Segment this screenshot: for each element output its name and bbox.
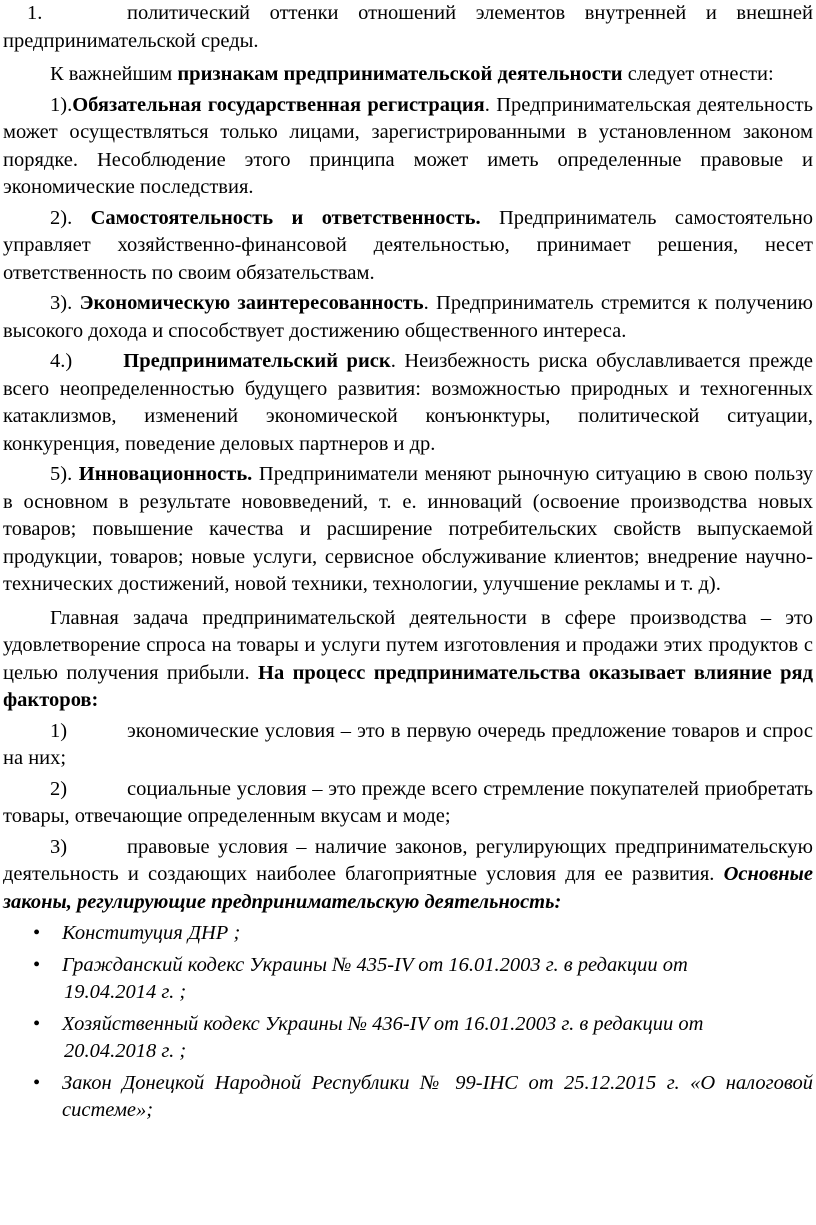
list-item: • Закон Донецкой Народной Республики № 99-IHC от 25.12.2015 г. «О налоговой системе»; bbox=[33, 1071, 813, 1121]
laws-list bbox=[3, 920, 813, 1125]
signs-heading: К важнейшим признакам предпринимательской деятельности следует отнести: bbox=[50, 63, 774, 85]
sign-title: Экономическую заинтересованность bbox=[79, 292, 424, 314]
bullet-icon: • bbox=[33, 1071, 41, 1094]
sign-item: 5). Инновационность. Предприниматели меняют рыночную ситуацию в свою пользу в основном в результате нововведений, т. е. инноваций (освоение производства новых товаров; повышение качества и расширение потребительских свойств выпускаемой продукции, товаров; новые услуги, сервисное обслуживание клиентов; внедрение научно-технических достижений, новой техники, технологии, улучшение рекламы и т. д). bbox=[3, 463, 814, 595]
sign-title: Самостоятельность и ответственность. bbox=[90, 206, 481, 229]
sign-item: 4.) Предпринимательский риск. Неизбежность риска обуславливается прежде всего неопределенностью будущего развития: возможностью природных и техногенных катаклизмов, изменений экономической конъюнктуры, политической ситуации, конкуренция, поведение деловых партнеров и др. bbox=[3, 350, 813, 455]
factor-item: 1) экономические условия – это в первую очередь предложение товаров и спрос на них; bbox=[3, 719, 813, 769]
list-item: • Гражданский кодекс Украины № 435-IV от 16.01.2003 г. в редакции от 19.04.2014 г. ; bbox=[33, 953, 688, 1003]
sign-item: 2). Самостоятельность и ответственность. Предприниматель самостоятельно управляет хозяйственно-финансовой деятельностью, принимает решения, несет ответственность по своим обязательствам. bbox=[3, 206, 814, 284]
list-item: • Конституция ДНР ; bbox=[3, 920, 813, 948]
intro-item-number: 1. bbox=[27, 2, 43, 24]
sign-title: Инновационность. bbox=[78, 463, 253, 485]
main-task-paragraph: Главная задача предпринимательской деятельности в сфере производства – это удовлетворение спроса на товары и услуги путем изготовления и продажи этих продуктов с целью получения прибыли. На процесс предпринимательства оказывает влияние ряд факторов: bbox=[3, 606, 814, 711]
bullet-icon: • bbox=[33, 1012, 41, 1035]
intro-item bbox=[3, 0, 813, 28]
intro-item-text: политический оттенки отношений элементов внутренней и внешней bbox=[127, 2, 813, 24]
laws-heading: Основные законы, регулирующие предпринимательскую деятельность: bbox=[3, 863, 813, 913]
bullet-icon: • bbox=[33, 953, 41, 976]
factor-item: 2) социальные условия – это прежде всего стремление покупателей приобретать товары, отвечающие определенным вкусам и моде; bbox=[3, 777, 813, 827]
factors-heading: На процесс предпринимательства оказывает влияние ряд факторов: bbox=[3, 661, 814, 711]
list-item: • Хозяйственный кодекс Украины № 436-IV от 16.01.2003 г. в редакции от 20.04.2018 г. ; bbox=[33, 1012, 704, 1062]
sign-item: 3). Экономическую заинтересованность. Предприниматель стремится к получению высокого дохода и способствует достижению общественного интереса. bbox=[3, 292, 813, 342]
sign-title: Обязательная государственная регистрация bbox=[72, 93, 485, 116]
bullet-icon: • bbox=[33, 922, 41, 944]
signs-heading-bold: признакам предпринимательской деятельности bbox=[177, 63, 623, 85]
factor-item: 3) правовые условия – наличие законов, регулирующих предпринимательскую деятельность и создающих наиболее благоприятные условия для ее развития. Основные законы, регулирующие предпринимательскую деятельность: bbox=[3, 835, 813, 913]
sign-item: 1).Обязательная государственная регистрация. Предпринимательская деятельность может осуществляться только лицами, зарегистрированными в установленном законом порядке. Несоблюдение этого принципа может иметь определенные правовые и экономические последствия. bbox=[3, 93, 813, 198]
sign-title: Предпринимательский риск bbox=[123, 350, 391, 372]
intro-item-continuation: предпринимательской среды. bbox=[3, 29, 259, 52]
